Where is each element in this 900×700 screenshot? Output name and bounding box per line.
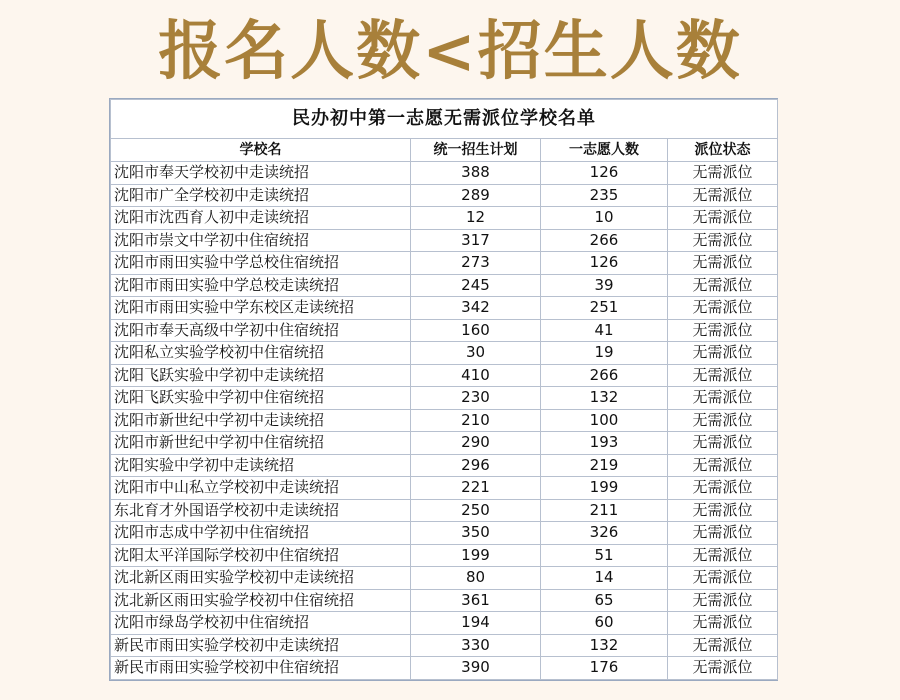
table-title: 民办初中第一志愿无需派位学校名单 [111, 100, 778, 139]
lottery-status-cell: 无需派位 [668, 544, 778, 567]
header-row [111, 139, 778, 162]
first-choice-count-cell: 176 [541, 657, 668, 680]
enrollment-plan-cell: 230 [411, 387, 541, 410]
school-name-cell: 沈阳市志成中学初中住宿统招 [111, 522, 411, 545]
enrollment-plan-cell: 350 [411, 522, 541, 545]
table-row [111, 499, 778, 522]
enrollment-plan-cell: 390 [411, 657, 541, 680]
first-choice-count-cell: 126 [541, 162, 668, 185]
enrollment-plan-cell: 273 [411, 252, 541, 275]
enrollment-plan-cell: 30 [411, 342, 541, 365]
school-name-cell: 沈阳飞跃实验中学初中走读统招 [111, 364, 411, 387]
lottery-status-cell: 无需派位 [668, 454, 778, 477]
first-choice-count-cell: 132 [541, 634, 668, 657]
table-row [111, 409, 778, 432]
first-choice-count-cell: 251 [541, 297, 668, 320]
first-choice-count-cell: 19 [541, 342, 668, 365]
lottery-status-cell: 无需派位 [668, 477, 778, 500]
lottery-status-cell: 无需派位 [668, 432, 778, 455]
lottery-status-cell: 无需派位 [668, 589, 778, 612]
school-name-cell: 沈北新区雨田实验学校初中走读统招 [111, 567, 411, 590]
table-row [111, 207, 778, 230]
enrollment-plan-cell: 289 [411, 184, 541, 207]
first-choice-count-cell: 266 [541, 364, 668, 387]
first-choice-count-cell: 60 [541, 612, 668, 635]
table-row [111, 184, 778, 207]
lottery-status-cell: 无需派位 [668, 387, 778, 410]
table-row [111, 612, 778, 635]
school-name-cell: 沈阳市广全学校初中走读统招 [111, 184, 411, 207]
enrollment-plan-cell: 317 [411, 229, 541, 252]
lottery-status-cell: 无需派位 [668, 229, 778, 252]
header-school-name: 学校名 [111, 139, 411, 162]
first-choice-count-cell: 219 [541, 454, 668, 477]
table-row [111, 364, 778, 387]
first-choice-count-cell: 199 [541, 477, 668, 500]
school-name-cell: 沈阳市雨田实验中学总校走读统招 [111, 274, 411, 297]
enrollment-plan-cell: 160 [411, 319, 541, 342]
school-name-cell: 东北育才外国语学校初中走读统招 [111, 499, 411, 522]
lottery-status-cell: 无需派位 [668, 409, 778, 432]
table-row [111, 544, 778, 567]
enrollment-plan-cell: 210 [411, 409, 541, 432]
lottery-status-cell: 无需派位 [668, 297, 778, 320]
first-choice-count-cell: 14 [541, 567, 668, 590]
table-row [111, 162, 778, 185]
enrollment-plan-cell: 199 [411, 544, 541, 567]
first-choice-count-cell: 41 [541, 319, 668, 342]
lottery-status-cell: 无需派位 [668, 657, 778, 680]
header-lottery-status: 派位状态 [668, 139, 778, 162]
enrollment-plan-cell: 250 [411, 499, 541, 522]
school-name-cell: 沈阳市中山私立学校初中走读统招 [111, 477, 411, 500]
school-name-cell: 沈阳市奉天高级中学初中住宿统招 [111, 319, 411, 342]
enrollment-plan-cell: 12 [411, 207, 541, 230]
enrollment-plan-cell: 80 [411, 567, 541, 590]
lottery-status-cell: 无需派位 [668, 342, 778, 365]
school-name-cell: 沈阳飞跃实验中学初中住宿统招 [111, 387, 411, 410]
enrollment-plan-cell: 296 [411, 454, 541, 477]
first-choice-count-cell: 126 [541, 252, 668, 275]
school-name-cell: 沈阳市崇文中学初中住宿统招 [111, 229, 411, 252]
first-choice-count-cell: 10 [541, 207, 668, 230]
school-name-cell: 沈阳市新世纪中学初中住宿统招 [111, 432, 411, 455]
school-name-cell: 沈北新区雨田实验学校初中住宿统招 [111, 589, 411, 612]
enrollment-plan-cell: 388 [411, 162, 541, 185]
lottery-status-cell: 无需派位 [668, 364, 778, 387]
table-row [111, 634, 778, 657]
lottery-status-cell: 无需派位 [668, 499, 778, 522]
lottery-status-cell: 无需派位 [668, 522, 778, 545]
table-row [111, 454, 778, 477]
school-name-cell: 沈阳实验中学初中走读统招 [111, 454, 411, 477]
table-row [111, 342, 778, 365]
table-row [111, 657, 778, 680]
school-name-cell: 沈阳市雨田实验中学总校住宿统招 [111, 252, 411, 275]
table-row [111, 319, 778, 342]
enrollment-plan-cell: 330 [411, 634, 541, 657]
first-choice-count-cell: 266 [541, 229, 668, 252]
enrollment-plan-cell: 290 [411, 432, 541, 455]
table-row [111, 522, 778, 545]
lottery-status-cell: 无需派位 [668, 274, 778, 297]
lottery-status-cell: 无需派位 [668, 252, 778, 275]
enrollment-plan-cell: 410 [411, 364, 541, 387]
school-name-cell: 新民市雨田实验学校初中住宿统招 [111, 657, 411, 680]
table-row [111, 567, 778, 590]
school-name-cell: 沈阳市奉天学校初中走读统招 [111, 162, 411, 185]
first-choice-count-cell: 100 [541, 409, 668, 432]
lottery-status-cell: 无需派位 [668, 319, 778, 342]
header-first-choice-count: 一志愿人数 [541, 139, 668, 162]
school-name-cell: 沈阳市沈西育人初中走读统招 [111, 207, 411, 230]
table-row [111, 589, 778, 612]
first-choice-count-cell: 132 [541, 387, 668, 410]
table-row [111, 252, 778, 275]
enrollment-plan-cell: 221 [411, 477, 541, 500]
table-row [111, 274, 778, 297]
first-choice-count-cell: 193 [541, 432, 668, 455]
header-enrollment-plan: 统一招生计划 [411, 139, 541, 162]
school-name-cell: 沈阳太平洋国际学校初中住宿统招 [111, 544, 411, 567]
table-row [111, 387, 778, 410]
first-choice-count-cell: 39 [541, 274, 668, 297]
enrollment-plan-cell: 194 [411, 612, 541, 635]
school-name-cell: 沈阳市雨田实验中学东校区走读统招 [111, 297, 411, 320]
first-choice-count-cell: 51 [541, 544, 668, 567]
school-name-cell: 沈阳市绿岛学校初中住宿统招 [111, 612, 411, 635]
school-list-sheet [109, 98, 778, 681]
first-choice-count-cell: 326 [541, 522, 668, 545]
first-choice-count-cell: 65 [541, 589, 668, 612]
enrollment-plan-cell: 342 [411, 297, 541, 320]
first-choice-count-cell: 211 [541, 499, 668, 522]
school-name-cell: 沈阳私立实验学校初中住宿统招 [111, 342, 411, 365]
table-row [111, 432, 778, 455]
school-table [110, 99, 778, 680]
enrollment-plan-cell: 361 [411, 589, 541, 612]
lottery-status-cell: 无需派位 [668, 567, 778, 590]
table-row [111, 477, 778, 500]
school-name-cell: 新民市雨田实验学校初中走读统招 [111, 634, 411, 657]
lottery-status-cell: 无需派位 [668, 184, 778, 207]
lottery-status-cell: 无需派位 [668, 612, 778, 635]
first-choice-count-cell: 235 [541, 184, 668, 207]
headline: 报名人数<招生人数 [158, 14, 742, 89]
lottery-status-cell: 无需派位 [668, 207, 778, 230]
table-row [111, 229, 778, 252]
lottery-status-cell: 无需派位 [668, 162, 778, 185]
table-body [111, 162, 778, 680]
school-name-cell: 沈阳市新世纪中学初中走读统招 [111, 409, 411, 432]
enrollment-plan-cell: 245 [411, 274, 541, 297]
lottery-status-cell: 无需派位 [668, 634, 778, 657]
table-row [111, 297, 778, 320]
